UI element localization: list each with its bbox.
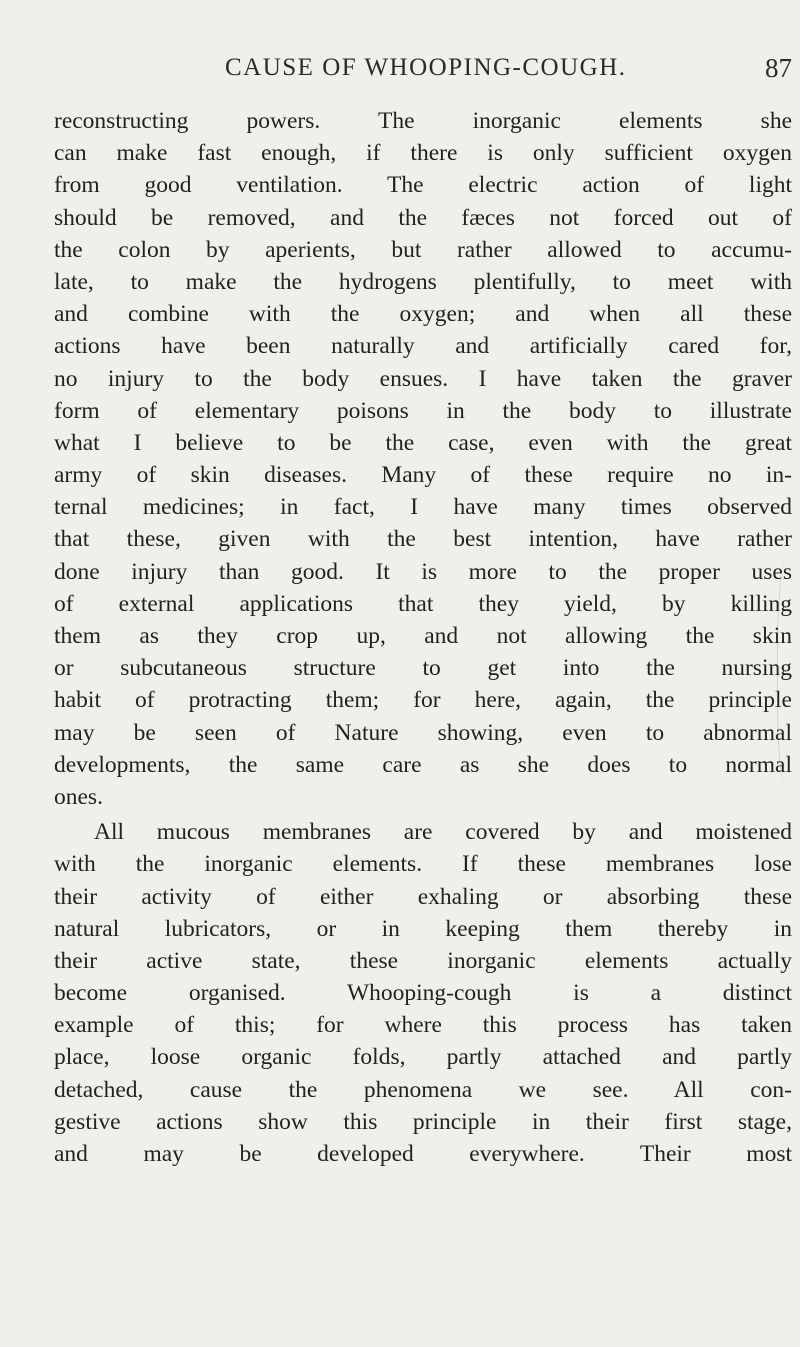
page-number: 87 bbox=[765, 53, 792, 83]
text-line: no injury to the body ensues. I have taken the graver bbox=[54, 365, 792, 392]
text-line: example of this; for where this process has taken bbox=[54, 1012, 792, 1039]
text-line: them as they crop up, and not allowing the skin bbox=[54, 623, 792, 649]
text-line: from good ventilation. The electric action of light bbox=[54, 172, 792, 199]
running-head bbox=[60, 48, 792, 88]
text-line: their active state, these inorganic elements actually bbox=[54, 947, 792, 974]
text-line: place, loose organic folds, partly attached and partly bbox=[54, 1044, 792, 1071]
text-line: late, to make the hydrogens plentifully, to meet with bbox=[54, 268, 792, 295]
text-line: can make fast enough, if there is only sufficient oxygen bbox=[54, 140, 792, 167]
text-line: what I believe to be the case, even with the great bbox=[54, 429, 792, 456]
text-line: or subcutaneous structure to get into the nursing bbox=[54, 655, 792, 682]
text-line: army of skin diseases. Many of these require no in- bbox=[54, 462, 792, 489]
running-title: CAUSE OF WHOOPING-COUGH. bbox=[225, 54, 627, 81]
paragraph-2 bbox=[54, 816, 792, 1170]
text-line: with the inorganic elements. If these membranes lose bbox=[54, 851, 792, 878]
text-line: ternal medicines; in fact, I have many times observed bbox=[54, 494, 792, 521]
text-line: form of elementary poisons in the body to illustrate bbox=[54, 397, 792, 424]
text-line: developments, the same care as she does to normal bbox=[54, 751, 792, 778]
text-line: and combine with the oxygen; and when all these bbox=[54, 301, 792, 328]
text-line: All mucous membranes are covered by and moistened bbox=[94, 819, 792, 846]
text-line: done injury than good. It is more to the proper uses bbox=[54, 558, 792, 585]
text-line: reconstructing powers. The inorganic elements she bbox=[54, 108, 792, 134]
text-line: ones. bbox=[54, 783, 103, 810]
text-line: habit of protracting them; for here, again, the principle bbox=[54, 687, 792, 714]
text-line: natural lubricators, or in keeping them thereby in bbox=[54, 915, 792, 942]
text-line: become organised. Whooping-cough is a distinct bbox=[54, 980, 792, 1007]
body-text bbox=[54, 105, 792, 1170]
text-line: their activity of either exhaling or absorbing these bbox=[54, 883, 792, 910]
text-line: gestive actions show this principle in their first stage, bbox=[54, 1108, 792, 1135]
text-line: and may be developed everywhere. Their most bbox=[54, 1141, 792, 1167]
text-line: that these, given with the best intention, have rather bbox=[54, 526, 792, 553]
text-line: should be removed, and the fæces not forced out of bbox=[54, 204, 792, 231]
text-line: actions have been naturally and artificially cared for, bbox=[54, 333, 792, 360]
page-edge-shadow bbox=[777, 560, 800, 790]
text-line: detached, cause the phenomena we see. All con- bbox=[54, 1076, 792, 1103]
text-line: may be seen of Nature showing, even to abnormal bbox=[54, 719, 792, 746]
text-line: the colon by aperients, but rather allowed to accumu- bbox=[54, 236, 792, 263]
text-line: of external applications that they yield, by killing bbox=[54, 590, 792, 617]
paragraph-1 bbox=[54, 105, 792, 813]
